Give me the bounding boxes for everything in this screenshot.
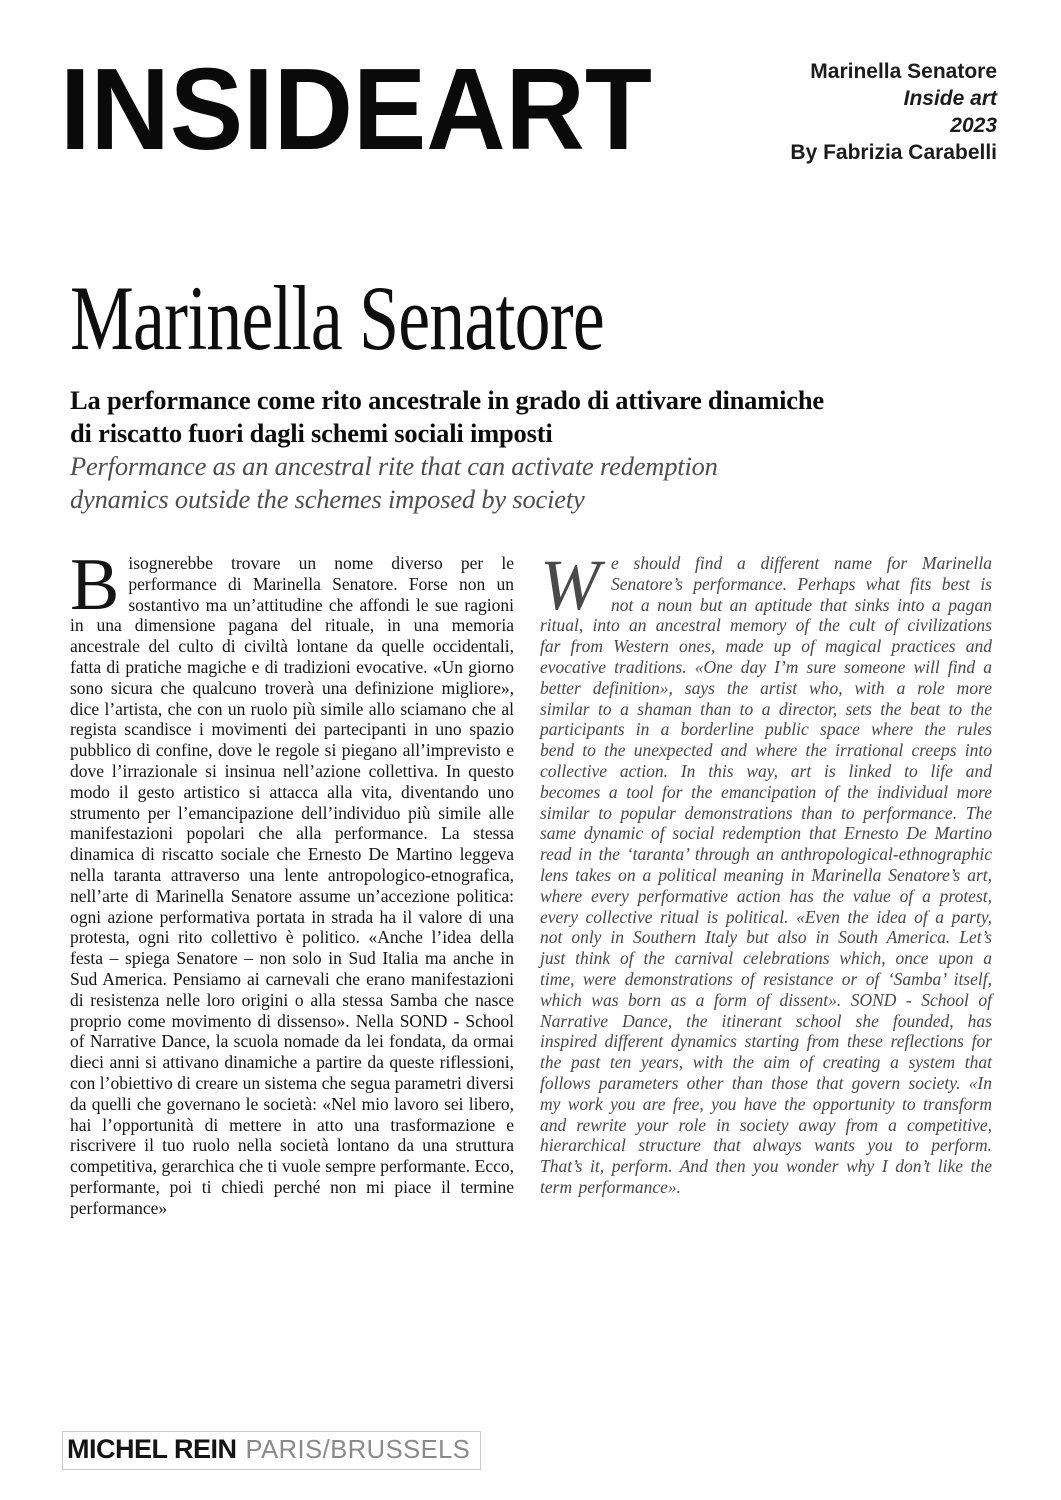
article-text-italian: isognerebbe trovare un nome diverso per le performance di Marinella Senatore. Forse non un sostantivo ma un’attitudine che affondi le sue ragioni in una dimensione pagana del rituale, in una memoria ancestrale del culto di civiltà lontane da quelle occidentali, fatta di pratiche magiche e di tradizioni evocative. «Un giorno sono sicura che qualcuno troverà una definizione migliore», dice l’artista, che con un ruolo più simile allo sciamano che al regista scandisce i movimenti dei partecipanti in uno spazio pubblico di confine, dove le regole si piegano all’imprevisto e dove l’irrazionale si insinua nell’azione collettiva. In questo modo il gesto artistico si attacca alla vita, diventando uno strumento per l’emancipazione dell’individuo più simile alle manifestazioni popolari che alla performance. La stessa dinamica di riscatto sociale che Ernesto De Martino leggeva nella taranta attraverso una lente antropologico-etnografica, nell’arte di Marinella Senatore assume un’accezione politica: ogni azione performativa portata in strada ha il valore di una protesta, ogni rito collettivo è politico. «Anche l’idea della festa – spiega Senatore – non solo in Sud Italia ma anche in Sud America. Pensiamo ai carnevali che erano manifestazioni di resistenza nelle loro origini o alla stessa Samba che nasce proprio come movimento di dissenso». Nella SOND - School of Narrative Dance, la scuola nomade da lei fondata, da ormai dieci anni si attivano dinamiche a partire da queste riflessioni, con l’obiettivo di creare un sistema che segua parametri diversi da quelli che governano le società: «Nel mio lavoro sei libero, hai l’opportunità di mettere in atto una trasformazione e riscrivere il tuo ruolo nella società lontano da una struttura competitiva, gerarchica che ti vuole sempre performante. Ecco, performante, poi ti chiedi perché non mi piace il termine performance» xyxy=(70,553,514,1218)
subtitle-italian-line2: di riscatto fuori dagli schemi sociali imposti xyxy=(70,418,553,448)
credit-publication: Inside art xyxy=(903,87,997,110)
subtitle-block xyxy=(70,384,870,516)
subtitle-english-line1: Performance as an ancestral rite that can activate redemption xyxy=(70,451,718,481)
insideart-logo-svg xyxy=(60,52,660,156)
credit-artist: Marinella Senatore xyxy=(810,60,997,83)
article-body xyxy=(70,544,992,1219)
subtitle-english-line2: dynamics outside the schemes imposed by society xyxy=(70,484,585,514)
article-column-italian xyxy=(70,544,514,1219)
insideart-logo-text: INSIDEART xyxy=(60,52,652,156)
gallery-location: PARIS/BRUSSELS xyxy=(245,1436,471,1464)
gallery-brand: MICHEL REIN xyxy=(67,1434,237,1464)
subtitle-italian-line1: La performance come rito ancestrale in grado di attivare dinamiche xyxy=(70,385,824,415)
gallery-logo xyxy=(62,1431,481,1470)
page-title xyxy=(70,267,755,369)
credit-year: 2023 xyxy=(950,114,997,137)
page-title-text: Marinella Senatore xyxy=(70,267,604,369)
dropcap-english: W xyxy=(540,545,600,625)
article-credit xyxy=(790,58,997,166)
dropcap-italian: B xyxy=(70,544,120,626)
article-text-english: e should find a different name for Marinella Senatore’s performance. Perhaps what fits best is not a noun but an aptitude that sinks into a pagan ritual, into an ancestral memory of the cult of civilizations far from Western ones, made up of magical practices and evocative traditions. «One day I’m sure someone will find a better definition», says the artist who, with a role more similar to a shaman than to a director, sets the beat to the participants in a borderline public space where the rules bend to the unexpected and where the irrational creeps into collective action. In this way, art is linked to life and becomes a tool for the emancipation of the individual more similar to popular demonstrations than to performance. The same dynamic of social redemption that Ernesto De Martino read in the ‘taranta’ through an anthropological-ethnographic lens takes on a political meaning in Marinella Senatore’s art, where every performative action has the value of a protest, every collective ritual is political. «Even the idea of a party, not only in Southern Italy but also in South America. Let’s just think of the carnival celebrations which, once upon a time, were demonstrations of resistance or of ‘Samba’ itself, which was born as a form of dissent». SOND - School of Narrative Dance, the itinerant school she founded, has inspired different dynamics starting from these reflections for the past ten years, with the aim of creating a system that follows parameters other than those that govern society. «In my work you are free, you have the opportunity to transform and rewrite your role in society away from a competitive, hierarchical structure that always wants you to perform. That’s it, perform. And then you wonder why I don’t like the term performance». xyxy=(540,553,992,1197)
article-column-english xyxy=(540,545,992,1219)
credit-author: By Fabrizia Carabelli xyxy=(790,141,997,164)
insideart-logo xyxy=(60,52,660,156)
